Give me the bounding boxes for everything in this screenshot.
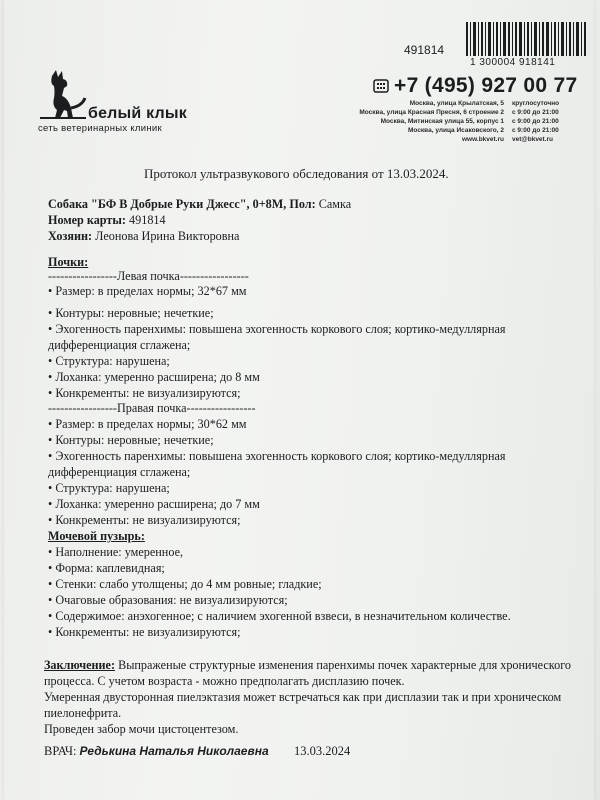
right-kidney-line: • Эхогенность паренхимы: повышена эхогенность коркового слоя; кортико-медуллярная	[48, 449, 506, 463]
conclusion-first-line	[44, 658, 571, 673]
document-sheet	[4, 0, 594, 800]
patient-sex: Самка	[315, 197, 352, 211]
conclusion-text: Выпраженые структурные изменения паренхимы почек характерные для хронического	[115, 658, 571, 672]
hours-line: с 9:00 до 21:00	[512, 118, 559, 125]
right-kidney-line: • Структура: нарушена;	[48, 481, 170, 495]
email-link[interactable]: vet@bkvet.ru	[512, 136, 554, 143]
card-info	[48, 213, 166, 228]
left-kidney-line: • Контуры: неровные; нечеткие;	[48, 306, 214, 320]
left-kidney-line: • Эхогенность паренхимы: повышена эхогенность коркового слоя; кортико-медуллярная	[48, 322, 506, 336]
document-title: Протокол ультразвукового обследования от 13.03.2024.	[144, 166, 449, 181]
left-kidney-line: • Конкременты: не визуализируются;	[48, 386, 241, 400]
hours-line: круглосуточно	[512, 100, 560, 107]
left-kidney-line: дифференциация сглажена;	[48, 338, 191, 352]
right-kidney-line: • Лоханка: умеренно расширена; до 7 мм	[48, 497, 260, 511]
doctor-label: ВРАЧ:	[44, 744, 77, 758]
clinic-phone: +7 (495) 927 00 77	[394, 74, 578, 97]
left-kidney-heading: -----------------Левая почка-----------------	[48, 269, 249, 283]
bladder-line: • Стенки: слабо утолщены; до 4 мм ровные; гладкие;	[48, 577, 322, 591]
bladder-line: • Содержимое: анэхогенное; с наличием эхогенной взвеси, в незначительном количестве.	[48, 609, 511, 623]
signature-date: 13.03.2024	[294, 744, 351, 758]
conclusion-label: Заключение:	[44, 658, 116, 672]
owner-label: Хозяин:	[48, 229, 93, 243]
card-label: Номер карты:	[48, 213, 126, 227]
bladder-line: • Форма: каплевидная;	[48, 561, 165, 575]
dog-logo-icon	[38, 68, 88, 120]
conclusion-line: Проведен забор мочи цистоцентезом.	[44, 722, 239, 736]
left-kidney-line: • Лоханка: умеренно расширена; до 8 мм	[48, 370, 260, 384]
brand-subtitle: сеть ветеринарных клиник	[38, 123, 162, 134]
address-line: Москва, улица Крылатская, 5	[409, 100, 504, 107]
conclusion-line: пиелонефрита.	[44, 706, 122, 720]
card-value: 491814	[126, 213, 166, 227]
card-number-top: 491814	[404, 43, 445, 57]
bladder-line: • Очаговые образования: не визуализируются;	[48, 593, 288, 607]
barcode-icon	[466, 22, 586, 56]
phone-icon	[373, 78, 389, 94]
address-line: Москва, улица Красная Пресня, 6 строение 2	[359, 109, 504, 116]
right-kidney-line: • Размер: в пределах нормы; 30*62 мм	[48, 417, 247, 431]
owner-value: Леонова Ирина Викторовна	[92, 229, 240, 243]
address-line: Москва, Митинская улица 55, корпус 1	[380, 118, 504, 125]
right-kidney-line: • Конкременты: не визуализируются;	[48, 513, 241, 527]
conclusion-line: Умеренная двусторонная пиелэктазия может встречаться как при дисплазии так и при хроническом	[44, 690, 562, 704]
bladder-line: • Наполнение: умеренное,	[48, 545, 184, 559]
left-kidney-line: • Размер: в пределах нормы; 32*67 мм	[48, 284, 247, 298]
doctor-signature-line	[44, 744, 269, 759]
barcode-number: 1 300004 918141	[470, 57, 556, 68]
address-line: Москва, улица Исаковского, 2	[408, 127, 504, 134]
doctor-name: Редькина Наталья Николаевна	[79, 744, 269, 758]
brand-name: белый клык	[88, 105, 187, 122]
kidneys-heading: Почки:	[48, 255, 89, 269]
patient-line: Собака "БФ В Добрые Руки Джесс", 0+8М, Пол:	[48, 197, 316, 211]
bladder-line: • Конкременты: не визуализируются;	[48, 625, 241, 639]
hours-line: с 9:00 до 21:00	[512, 109, 559, 116]
hours-line: с 9:00 до 21:00	[512, 127, 559, 134]
bladder-heading: Мочевой пузырь:	[48, 529, 145, 543]
owner-info	[48, 229, 239, 244]
website-link[interactable]: www.bkvet.ru	[461, 136, 504, 143]
right-kidney-heading: -----------------Правая почка-----------------	[48, 401, 256, 415]
right-kidney-line: дифференциация сглажена;	[48, 465, 191, 479]
conclusion-line: процесса. С учетом возраста - можно предполагать дисплазию почек.	[44, 674, 405, 688]
left-kidney-line: • Структура: нарушена;	[48, 354, 170, 368]
patient-info	[48, 197, 351, 212]
right-kidney-line: • Контуры: неровные; нечеткие;	[48, 433, 214, 447]
